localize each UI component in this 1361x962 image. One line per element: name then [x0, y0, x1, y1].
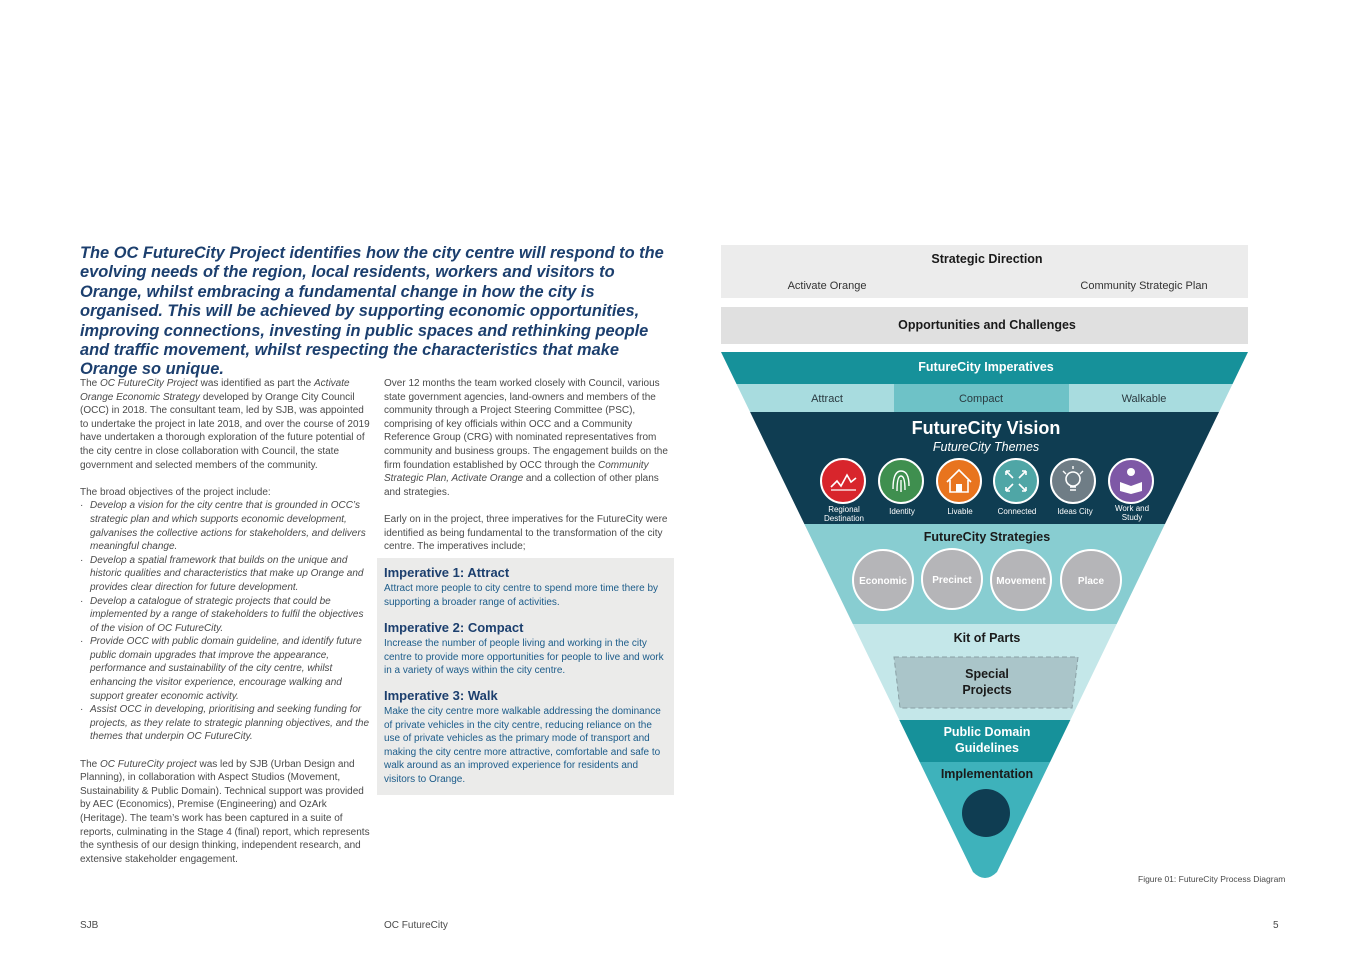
imperatives-intro: Early on in the project, three imperatives for the FutureCity were identified as being fundamental to the transformation of the city centre. The imperatives include;	[384, 513, 668, 553]
lightbulb-icon	[1051, 459, 1095, 503]
imperative-attract-label: Attract	[811, 393, 843, 405]
objectives-intro: The broad objectives of the project include:	[80, 486, 271, 498]
strategy-label: Economic	[859, 576, 907, 587]
page-number: 5	[1273, 920, 1279, 931]
theme-label: Connected	[997, 507, 1037, 516]
figure-caption: Figure 01: FutureCity Process Diagram	[1138, 874, 1286, 884]
strategy-label: Movement	[996, 576, 1046, 587]
strategy-label: Precinct	[932, 575, 972, 586]
theme-label-line2: Destination	[823, 514, 865, 523]
strategies-title: FutureCity Strategies	[923, 530, 1051, 544]
implementation-dot	[962, 789, 1010, 837]
theme-label-line2: Study	[1121, 513, 1143, 522]
list-item: · Develop a vision for the city centre that is grounded in OCC’s strategic plan and which supports economic development, galvanises the collective actions for stakeholders, and delivers meaningful change.	[80, 499, 372, 553]
theme-connected	[994, 459, 1038, 516]
public-domain-label-line2: Guidelines	[955, 741, 1019, 755]
opportunities-title: Opportunities and Challenges	[898, 318, 1076, 332]
imperative-body: Make the city centre more walkable addressing the dominance of private vehicles in the city centre, reducing reliance on the use of private vehicles as the primary mode of transport and making the city centre more attractive, comfortable and safe to walk around as an improved experience for residents and visitors to Orange.	[384, 706, 661, 785]
public-domain-label: Public Domain	[943, 725, 1031, 739]
strategy-precinct	[922, 549, 982, 609]
theme-label: Livable	[947, 507, 973, 516]
theme-regional-destination	[821, 459, 865, 523]
engagement-paragraph: Over 12 months the team worked closely with Council, various state government agencies, land-owners and members of the community through a Project Steering Committee (PSC), comprising of key officials within OCC and a Community Reference Group (CRG) with nominated representatives from community and business groups. The engagement builds on the firm foundation established by OCC through the Community Strategic Plan, Activate Orange and a collection of other plans and strategies.	[384, 378, 668, 498]
strategy-movement	[991, 550, 1051, 610]
list-item: · Provide OCC with public domain guideline, and identify future public domain upgrades that improve the appearance, performance and sustainability of the city centre, whilst enhancing the visitor experience, encourage walking and support greater economic activity.	[80, 635, 372, 703]
theme-label: Work and	[1114, 504, 1150, 513]
intro-paragraph: The OC FutureCity Project was identified as part the Activate Orange Economic Strategy developed by Orange City Council (OCC) in 2018. The consultant team, led by SJB, was appointed to undertake the project in late 2018, and over the course of 2019 have undertaken a thorough exploration of the future potential of the city centre in close collaboration with Council, the state government and selected members of the community.	[80, 378, 370, 471]
imperative-walkable-label: Walkable	[1121, 393, 1167, 405]
imperatives-title: FutureCity Imperatives	[918, 360, 1054, 374]
list-item: · Develop a spatial framework that builds on the unique and historic qualities and characteristics that make up Orange and provides clear direction for future development.	[80, 554, 372, 595]
imperative-title: Imperative 3: Walk	[384, 688, 498, 703]
footer-center: OC FutureCity	[384, 920, 448, 931]
theme-label: Regional	[828, 505, 860, 514]
strategic-direction-title: Strategic Direction	[931, 252, 1043, 266]
theme-label: Ideas City	[1057, 507, 1093, 516]
arrows-icon	[994, 459, 1038, 503]
imperative-compact-label: Compact	[958, 393, 1004, 405]
vision-title: FutureCity Vision	[911, 418, 1061, 438]
footer-left: SJB	[80, 920, 99, 931]
theme-work-and-study	[1109, 459, 1153, 522]
activate-orange-label: Activate Orange	[787, 280, 867, 292]
strategy-place	[1061, 550, 1121, 610]
imperative-body: Attract more people to city centre to spend more time there by supporting a broader range of activities.	[384, 583, 659, 608]
theme-ideas-city	[1051, 459, 1095, 516]
themes-subtitle: FutureCity Themes	[932, 440, 1040, 454]
reading-icon	[1109, 459, 1153, 503]
special-projects-label-line2: Projects	[962, 683, 1012, 697]
home-icon	[937, 459, 981, 503]
strategy-label: Place	[1077, 576, 1105, 587]
strategy-economic	[853, 550, 913, 610]
community-plan-label: Community Strategic Plan	[1080, 280, 1208, 292]
theme-label: Identity	[889, 507, 915, 516]
imperative-title: Imperative 2: Compact	[384, 620, 524, 635]
special-projects-label: Special	[965, 667, 1009, 681]
imperative-title: Imperative 1: Attract	[384, 565, 510, 580]
imperative-body: Increase the number of people living and working in the city centre to provide more opportunities for people to live and work in a variety of ways within the city centre.	[384, 638, 664, 677]
kit-of-parts-title: Kit of Parts	[953, 631, 1021, 645]
list-item: · Assist OCC in developing, prioritising and seeking funding for projects, as they relate to strategic planning objectives, and the themes that underpin OC FutureCity.	[80, 703, 372, 744]
lead-paragraph: The OC FutureCity Project identifies how the city centre will respond to the evolving needs of the region, local residents, workers and visitors to Orange, whilst embracing a fundamental change in how the city is organised. This will be achieved by supporting economic opportunities, improving connections, investing in public spaces and rethinking people and traffic movement, whilst respecting the characteristics that make Orange so unique.	[80, 244, 664, 379]
implementation-title: Implementation	[940, 767, 1034, 781]
list-item: · Develop a catalogue of strategic projects that could be implemented by a range of stakeholders to fulfil the objectives of the vision of OC FutureCity.	[80, 595, 372, 636]
team-paragraph: The OC FutureCity project was led by SJB (Urban Design and Planning), in collaboration with Aspect Studios (Movement, Sustainability & Public Domain). Technical support was provided by AEC (Economics), Premise (Engineering) and OzArk (Heritage). The team’s work has been captured in a suite of reports, culminating in the Stage 4 (final) report, which represents the synthesis of our design thinking, independent research, and extensive stakeholder engagement.	[80, 758, 370, 865]
